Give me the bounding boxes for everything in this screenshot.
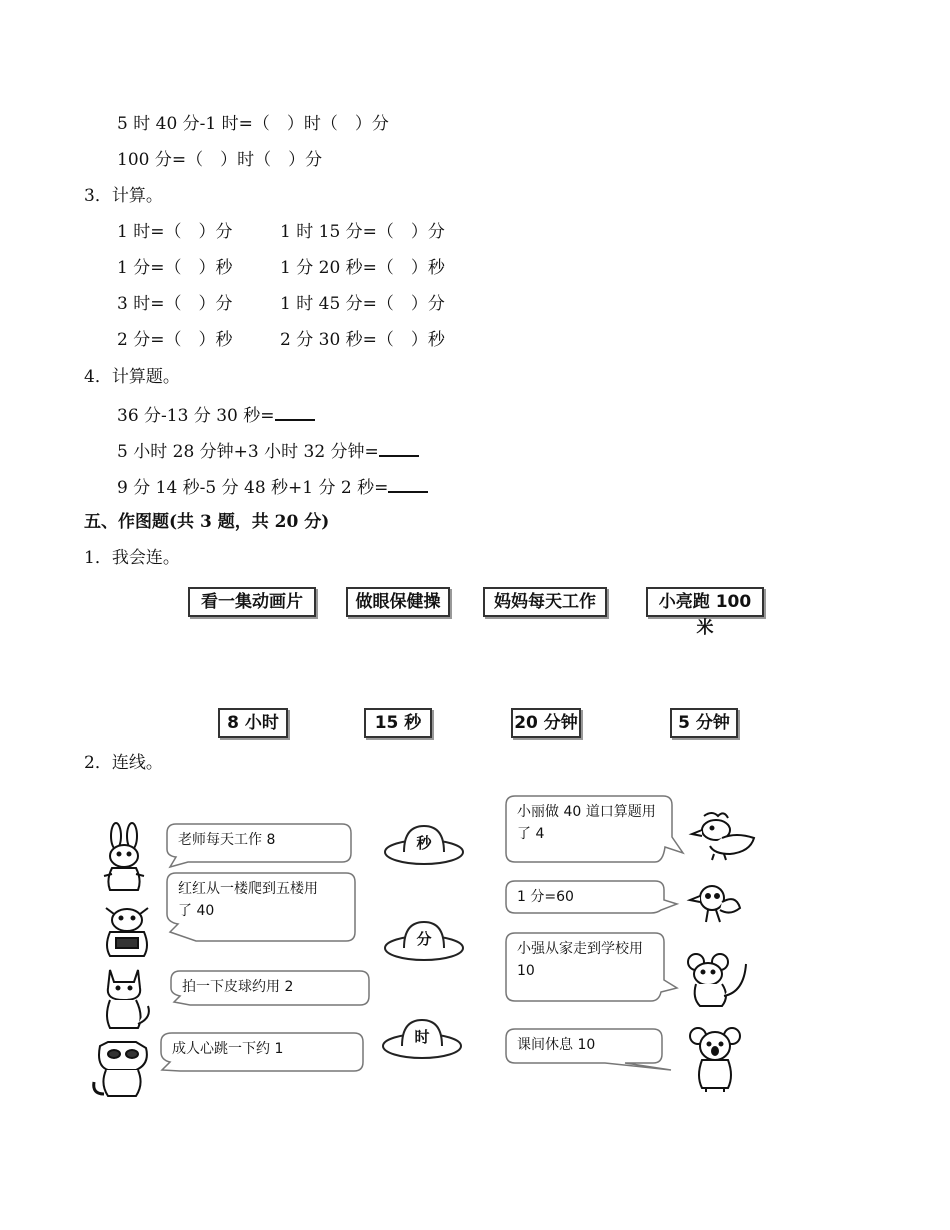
- bubble-right-2-text: 1 分=60: [517, 889, 574, 905]
- q3-r4-c2: 2 分 30 秒=（ ）秒: [280, 330, 445, 350]
- time-box-15s: 15 秒: [364, 708, 432, 738]
- q4-title: 4．计算题。: [84, 367, 180, 387]
- rabbit-icon: [100, 822, 150, 894]
- q3-r1-c1: 1 时=（ ）分: [117, 222, 233, 242]
- q3-r4-c1: 2 分=（ ）秒: [117, 330, 233, 350]
- q4-item-3-text: 9 分 14 秒-5 分 48 秒+1 分 2 秒=: [117, 478, 389, 498]
- cow-icon: [100, 902, 154, 960]
- speech-bubble-right-3: [505, 932, 665, 1002]
- answer-blank[interactable]: [388, 475, 428, 493]
- q4-item-2-text: 5 小时 28 分钟+3 小时 32 分钟=: [117, 442, 379, 462]
- time-box-20min: 20 分钟: [511, 708, 581, 738]
- equation-line-1: 5 时 40 分-1 时=（ ）时（ ）分: [117, 114, 389, 134]
- rooster-icon: [684, 808, 760, 862]
- activity-box-mom-work: 妈妈每天工作: [483, 587, 607, 617]
- q3-r1-c2: 1 时 15 分=（ ）分: [280, 222, 445, 242]
- time-box-5min: 5 分钟: [670, 708, 738, 738]
- raccoon-icon: [90, 1038, 154, 1098]
- speech-bubble-right-2: [505, 880, 665, 914]
- bubble-left-1-text: 老师每天工作 8: [178, 832, 276, 848]
- activity-box-run: 小亮跑 100 米: [646, 587, 764, 617]
- hat-seconds: [384, 822, 464, 866]
- hat-hours: [382, 1016, 462, 1060]
- speech-bubble-right-4: [505, 1028, 663, 1064]
- bird-icon: [686, 878, 742, 926]
- koala-icon: [688, 1024, 742, 1092]
- hat-minutes-label: 分: [416, 930, 432, 948]
- q4-item-1-text: 36 分-13 分 30 秒=: [117, 406, 275, 426]
- speech-bubble-left-2: [166, 872, 356, 942]
- hat-hours-label: 时: [414, 1028, 430, 1046]
- q4-item-1: [117, 403, 315, 427]
- cat-icon: [96, 966, 154, 1030]
- answer-blank[interactable]: [379, 439, 419, 457]
- equation-line-2: 100 分=（ ）时（ ）分: [117, 150, 323, 170]
- p2-title: 2．连线。: [84, 753, 163, 773]
- bubble-left-4-text: 成人心跳一下约 1: [172, 1041, 284, 1057]
- section-5-title: 五、作图题(共 3 题，共 20 分): [84, 512, 330, 532]
- activity-box-cartoon: 看一集动画片: [188, 587, 316, 617]
- q4-item-3: [117, 475, 428, 499]
- bubble-right-1-text: 小丽做 40 道口算题用 了 4: [517, 804, 656, 842]
- bubble-right-4-text: 课间休息 10: [517, 1037, 596, 1053]
- q3-r3-c1: 3 时=（ ）分: [117, 294, 233, 314]
- q3-title: 3．计算。: [84, 186, 163, 206]
- q3-r2-c1: 1 分=（ ）秒: [117, 258, 233, 278]
- speech-bubble-right-1: [505, 795, 675, 863]
- answer-blank[interactable]: [275, 403, 315, 421]
- bubble-left-3-text: 拍一下皮球约用 2: [182, 979, 294, 995]
- activity-box-eye-exercise: 做眼保健操: [346, 587, 450, 617]
- q3-r2-c2: 1 分 20 秒=（ ）秒: [280, 258, 445, 278]
- q3-r3-c2: 1 时 45 分=（ ）分: [280, 294, 445, 314]
- hat-minutes: [384, 918, 464, 962]
- hat-seconds-label: 秒: [416, 834, 432, 852]
- time-box-8h: 8 小时: [218, 708, 288, 738]
- speech-bubble-left-4: [160, 1032, 364, 1072]
- mouse-icon: [684, 952, 750, 1010]
- q4-item-2: [117, 439, 419, 463]
- speech-bubble-left-1: [166, 823, 352, 863]
- bubble-left-2-text: 红红从一楼爬到五楼用 了 40: [178, 881, 318, 919]
- bubble-right-3-text: 小强从家走到学校用 10: [517, 941, 643, 979]
- speech-bubble-left-3: [170, 970, 370, 1006]
- p1-title: 1．我会连。: [84, 548, 180, 568]
